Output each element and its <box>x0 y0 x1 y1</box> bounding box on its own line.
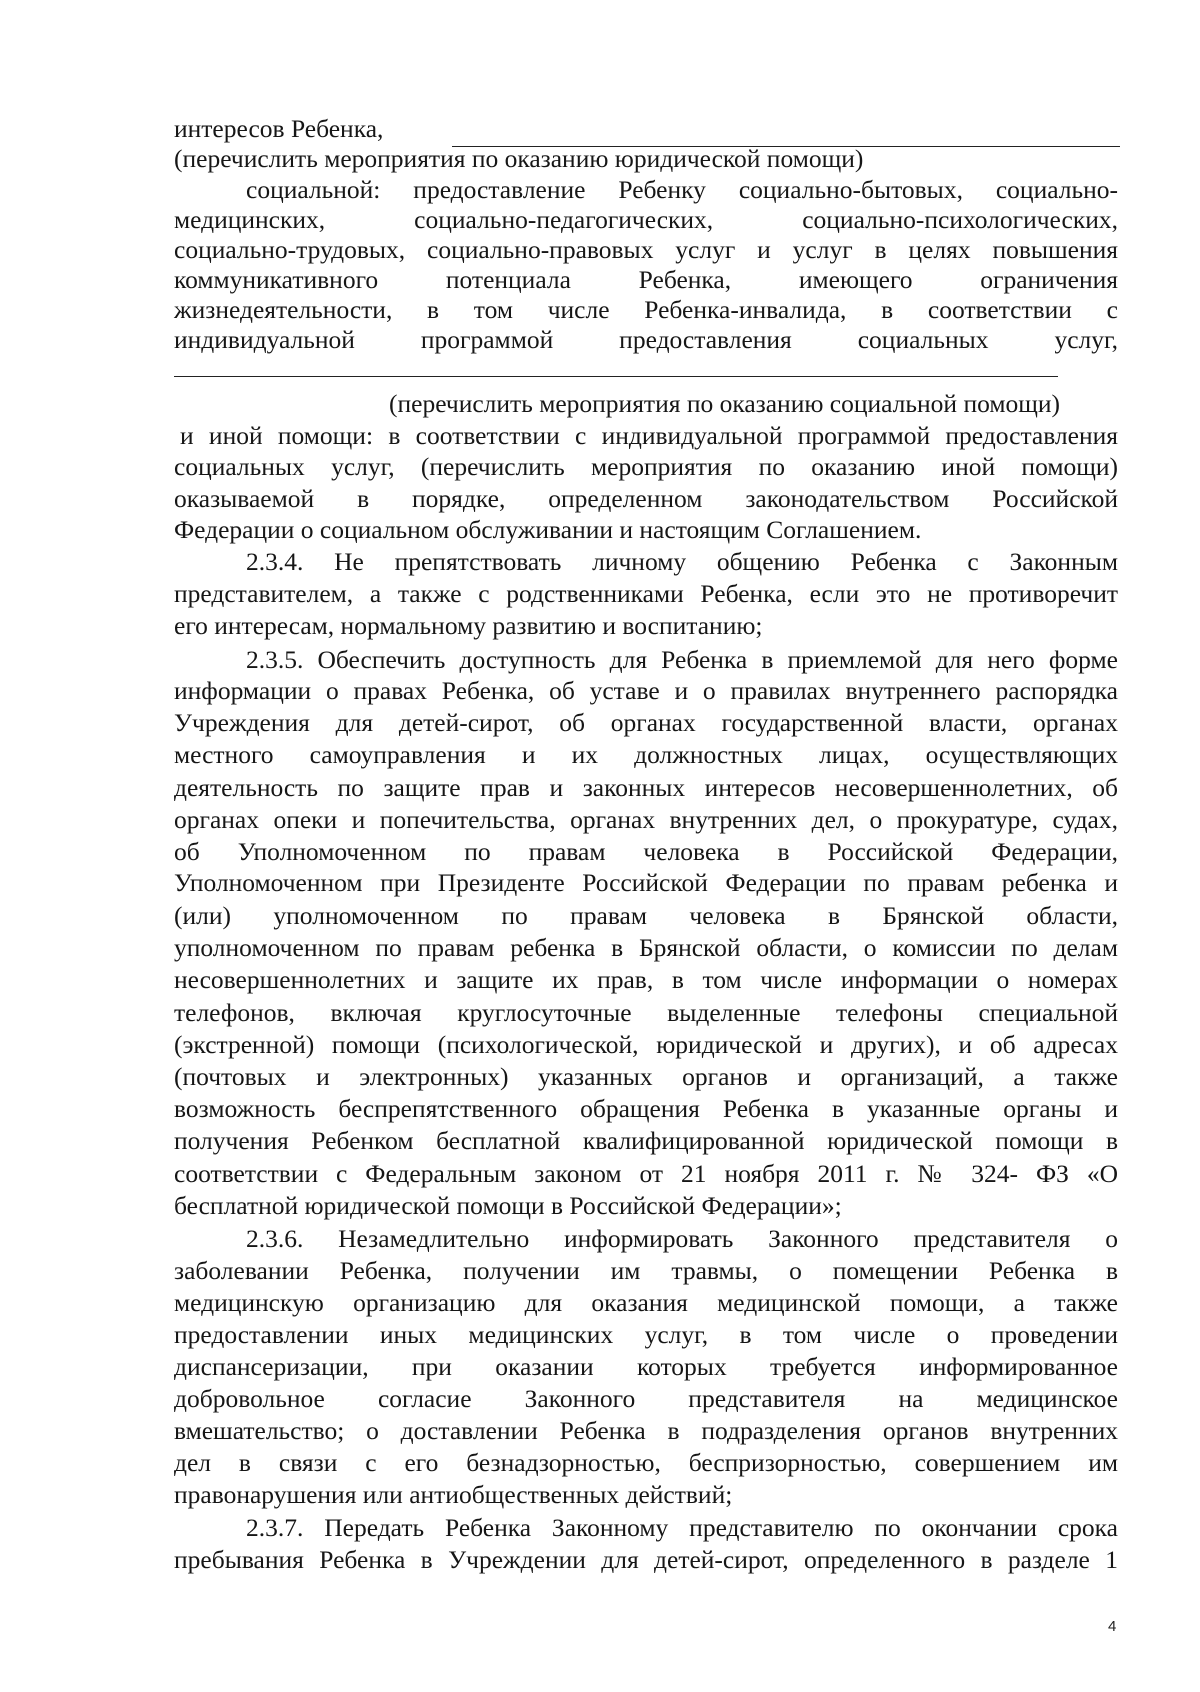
text-line: его интересам, нормальному развитию и воспитанию; <box>174 611 763 640</box>
text-line: деятельность по защите прав и законных интересов несовершеннолетних, об <box>174 773 1118 802</box>
text-line: органах опеки и попечительства, органах внутренних дел, о прокуратуре, судах, <box>174 805 1118 834</box>
text-line: 2.3.5. Обеспечить доступность для Ребенка в приемлемой для него форме <box>246 645 1118 674</box>
text-line: предоставлении иных медицинских услуг, в том числе о проведении <box>174 1320 1118 1349</box>
text-line: несовершеннолетних и защите их прав, в том числе информации о номерах <box>174 965 1118 994</box>
text-line: (перечислить мероприятия по оказанию социальной помощи) <box>389 389 1061 418</box>
text-line: правонарушения или антиобщественных действий; <box>174 1480 733 1509</box>
text-line: телефонов, включая круглосуточные выделенные телефоны специальной <box>174 998 1118 1027</box>
text-line: получения Ребенком бесплатной квалифицированной юридической помощи в <box>174 1126 1118 1155</box>
text-line: 2.3.6. Незамедлительно информировать Законного представителя о <box>246 1224 1118 1253</box>
text-line: и иной помощи: в соответствии с индивидуальной программой предоставления <box>180 421 1118 450</box>
text-line: добровольное согласие Законного представителя на медицинское <box>174 1384 1118 1413</box>
text-line: (перечислить мероприятия по оказанию юридической помощи) <box>174 144 864 173</box>
text-line: местного самоуправления и их должностных лицах, осуществляющих <box>174 740 1118 769</box>
text-line: медицинскую организацию для оказания медицинской помощи, а также <box>174 1288 1118 1317</box>
text-line: социальной: предоставление Ребенку социально-бытовых, социально- <box>246 175 1118 204</box>
text-line: дел в связи с его безнадзорностью, беспризорностью, совершением им <box>174 1448 1118 1477</box>
text-line: медицинских, социально-педагогических, социально-психологических, <box>174 205 1118 234</box>
text-line: 2.3.7. Передать Ребенка Законному представителю по окончании срока <box>246 1513 1118 1542</box>
text-line: соответствии с Федеральным законом от 21 ноября 2011 г. № 324- ФЗ «О <box>174 1159 1118 1188</box>
text-line: социально-трудовых, социально-правовых услуг и услуг в целях повышения <box>174 235 1118 264</box>
text-line: диспансеризации, при оказании которых требуется информированное <box>174 1352 1118 1381</box>
text-line: вмешательство; о доставлении Ребенка в подразделения органов внутренних <box>174 1416 1118 1445</box>
text-line: (или) уполномоченном по правам человека в Брянской области, <box>174 901 1118 930</box>
text-line: Учреждения для детей-сирот, об органах государственной власти, органах <box>174 708 1118 737</box>
text-line: информации о правах Ребенка, об уставе и о правилах внутреннего распорядка <box>174 676 1118 705</box>
text-line: заболевании Ребенка, получении им травмы, о помещении Ребенка в <box>174 1256 1118 1285</box>
text-line: возможность беспрепятственного обращения Ребенка в указанные органы и <box>174 1094 1118 1123</box>
text-line: коммуникативного потенциала Ребенка, имеющего ограничения <box>174 265 1118 294</box>
text-line: (экстренной) помощи (психологической, юридической и других), и об адресах <box>174 1030 1118 1059</box>
text-line: представителем, а также с родственниками Ребенка, если это не противоречит <box>174 579 1118 608</box>
text-line: уполномоченном по правам ребенка в Брянской области, о комиссии по делам <box>174 933 1118 962</box>
text-line: об Уполномоченном по правам человека в Российской Федерации, <box>174 837 1118 866</box>
text-line: интересов Ребенка, <box>174 114 384 143</box>
text-line: оказываемой в порядке, определенном законодательством Российской <box>174 484 1118 513</box>
text-line: Уполномоченном при Президенте Российской Федерации по правам ребенка и <box>174 868 1118 897</box>
text-line: социальных услуг, (перечислить мероприятия по оказанию иной помощи) <box>174 452 1118 481</box>
text-line: пребывания Ребенка в Учреждении для детей-сирот, определенного в разделе 1 <box>174 1545 1118 1574</box>
page-number: 4 <box>1108 1618 1117 1635</box>
text-line: жизнедеятельности, в том числе Ребенка-инвалида, в соответствии с <box>174 295 1118 324</box>
fill-in-blank-line <box>174 376 1058 377</box>
text-line: индивидуальной программой предоставления социальных услуг, <box>174 325 1118 354</box>
text-line: 2.3.4. Не препятствовать личному общению Ребенка с Законным <box>246 547 1118 576</box>
text-line: бесплатной юридической помощи в Российской Федерации»; <box>174 1191 842 1220</box>
text-line: (почтовых и электронных) указанных органов и организаций, а также <box>174 1062 1118 1091</box>
text-line: Федерации о социальном обслуживании и настоящим Соглашением. <box>174 515 922 544</box>
